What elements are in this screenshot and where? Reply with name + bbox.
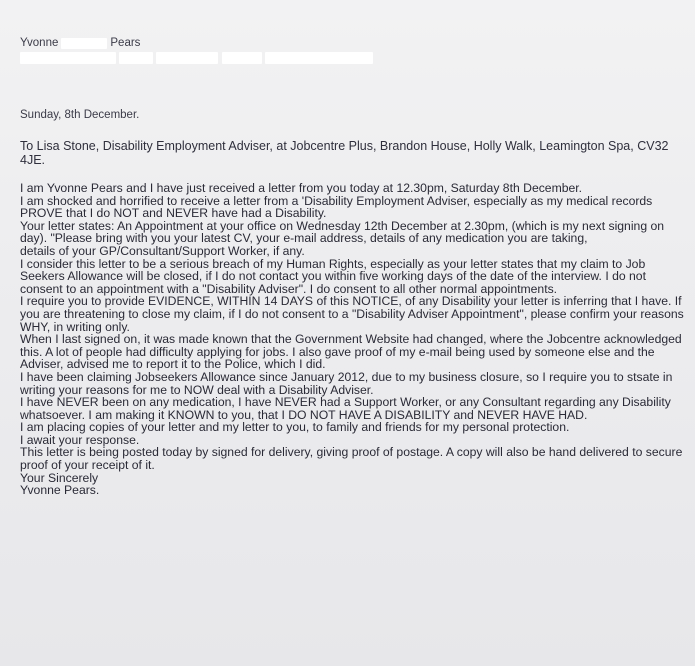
paragraph-shocked: I am shocked and horrified to receive a letter from a 'Disability Employment Adviser, especially as my medical records PROVE that I do NOT and NEVER have had a Disability. (20, 193, 653, 221)
redacted-address-line-3 (156, 52, 218, 64)
sender-last-name: Pears (110, 36, 141, 49)
redacted-address-line-2 (119, 52, 153, 64)
paragraph-claiming-since: I have been claiming Jobseekers Allowance since January 2012, due to my business closure, so I require you to stsate in writing your reasons for me to NOW deal with a Disability Adviser. (20, 369, 673, 397)
signature: Yvonne Pears. (20, 483, 100, 498)
paragraph-copies: I am placing copies of your letter and my letter to you, to family and friends for my personal protection. (20, 420, 570, 435)
sender-block (20, 36, 373, 68)
paragraph-human-rights: I consider this letter to be a serious breach of my Human Rights, especially as your letter states that my claim to Job Seekers Allowance will be closed, if I do not contact you within five working days of the date of the interview. I do not consent to an appointment with a "Disability Adviser". I do consent to all other normal appointments. (20, 256, 646, 296)
closing-line: Your Sincerely (20, 470, 99, 485)
paragraph-never-medication: I have NEVER been on any medication, I have NEVER had a Support Worker, or any Consultant regarding any Disability whatsoever. I am making it KNOWN to you, that I DO NOT HAVE A DISABILITY and NEVER HAVE HAD. (20, 395, 671, 422)
letter-date: Sunday, 8th December. (20, 109, 140, 121)
letter-body (20, 182, 692, 497)
paragraph-evidence: I require you to provide EVIDENCE, WITHIN 14 DAYS of this NOTICE, of any Disability your letter is inferring that I have. If you are threatening to close my claim, if I do not consent to a "Disability Adviser Appointment", please confirm your reasons WHY, in writing only. (20, 294, 684, 334)
redacted-address-line-1 (20, 52, 116, 64)
redacted-address-line-5 (265, 52, 373, 64)
redacted-middle-name (61, 38, 107, 49)
sender-first-name: Yvonne (20, 36, 59, 49)
paragraph-await-response: I await your response. (20, 432, 140, 447)
paragraph-last-signed-on: When I last signed on, it was made known that the Government Website had changed, where the Jobcentre acknowledged this. A lot of people had difficulty applying for jobs. I also gave proof of my e-mail being used by someone else and the Adviser, advised me to report it to the Police, which I did. (20, 332, 682, 372)
recipient-address: To Lisa Stone, Disability Employment Adviser, at Jobcentre Plus, Brandon House, Holly Walk, Leamington Spa, CV32 4JE. (20, 139, 669, 167)
sender-name (20, 36, 373, 50)
redacted-address-line-4 (222, 52, 262, 64)
paragraph-posted: This letter is being posted today by signed for delivery, giving proof of postage. A copy will also be hand delivered to secure proof of your receipt of it. (20, 445, 683, 473)
paragraph-intro: I am Yvonne Pears and I have just received a letter from you today at 12.30pm, Saturday 8th December. (20, 181, 583, 195)
paragraph-details: details of your GP/Consultant/Support Worker, if any. (20, 243, 305, 258)
paragraph-letter-states: Your letter states: An Appointment at your office on Wednesday 12th December at 2.30pm, (which is my next signing on day). "Please bring with you your latest CV, your e-mail address, details of any medication you are taking, (20, 218, 665, 246)
